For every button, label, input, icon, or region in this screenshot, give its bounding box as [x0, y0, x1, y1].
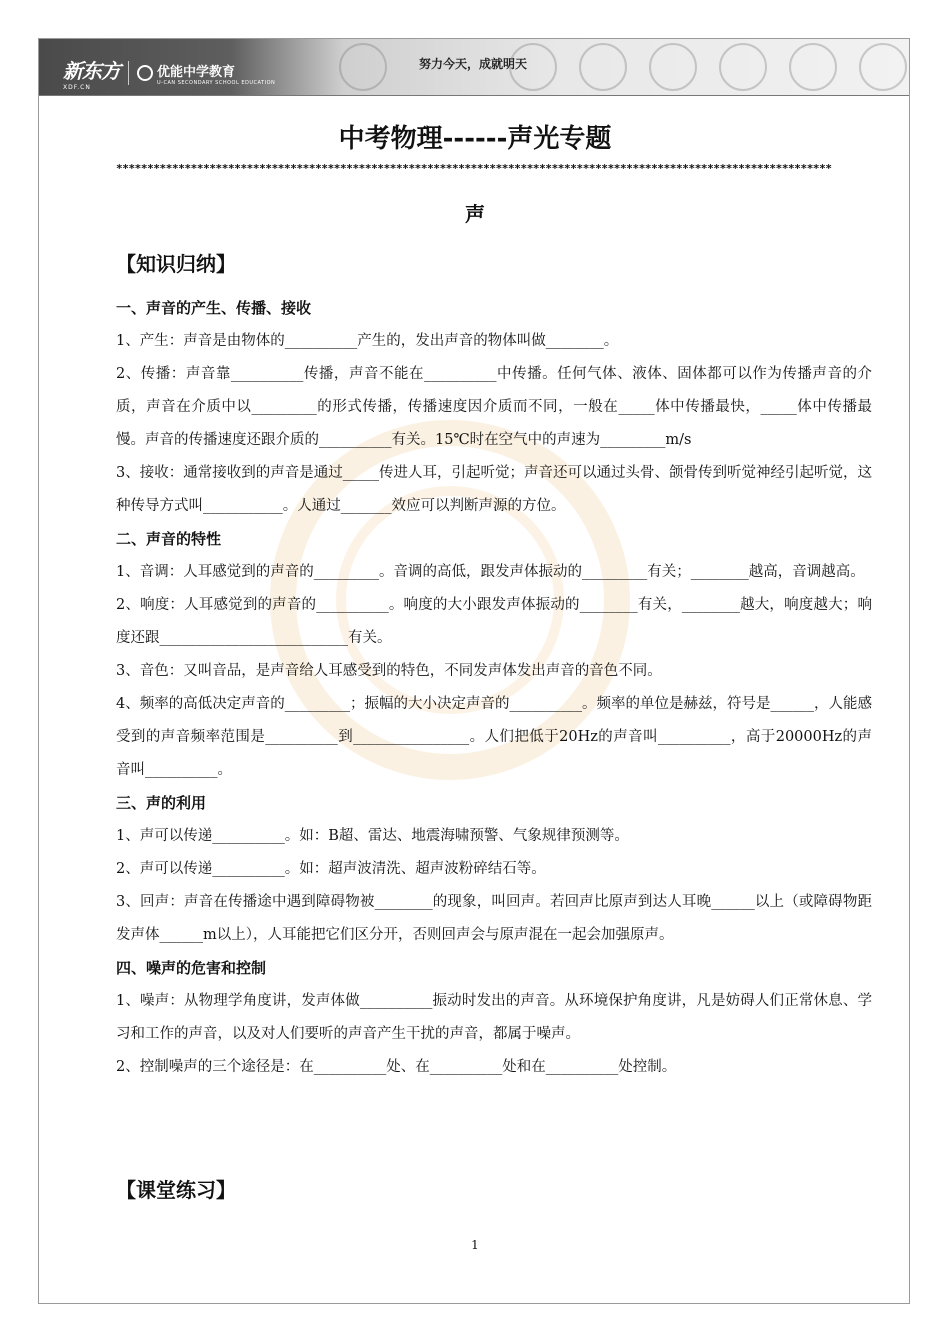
section-2 [116, 523, 872, 787]
header-decoration [859, 43, 907, 91]
logo-divider [128, 61, 129, 85]
header-decoration [579, 43, 627, 91]
brand-name: 新东方 [63, 59, 120, 83]
paragraph: 2、传播：声音靠__________传播，声音不能在__________中传播。任何气体、液体、固体都可以作为传播声音的介质，声音在介质中以_________的形式传播，传播速度因介质而不同，一般在_____体中传播最快，_____体中传播最慢。声音的传播速度还跟介质的__________有关。15℃时在空气中的声速为_________m/s [116, 366, 872, 448]
practice-heading: 【课堂练习】 [116, 1178, 236, 1202]
section-title: 声 [465, 202, 485, 226]
school-name: 优能中学教育 [157, 64, 236, 80]
section-3 [116, 787, 872, 952]
section-heading: 二、声音的特性 [116, 530, 222, 548]
paragraph: 2、声可以传递__________。如：超声波清洗、超声波粉碎结石等。 [116, 861, 546, 877]
page-title: 中考物理------声光专题 [338, 124, 612, 154]
school-logo-icon [137, 65, 153, 81]
paragraph: 2、响度：人耳感觉到的声音的__________。响度的大小跟发声体振动的________有关，________越大，响度越大；响度还跟__________________________有关。 [116, 597, 872, 646]
knowledge-heading: 【知识归纳】 [116, 252, 236, 276]
header-decoration [649, 43, 697, 91]
section-4 [116, 952, 872, 1084]
page-number: 1 [471, 1238, 479, 1252]
brand-sub: XDF.CN [63, 84, 91, 91]
paragraph: 2、控制噪声的三个途径是：在__________处、在__________处和在__________处控制。 [116, 1059, 677, 1075]
content-body [116, 292, 872, 1084]
paragraph: 1、声可以传递__________。如：B超、雷达、地震海啸预警、气象规律预测等。 [116, 828, 629, 844]
section-heading: 三、声的利用 [116, 794, 207, 812]
header-decoration [719, 43, 767, 91]
paragraph: 3、音色：又叫音品，是声音给人耳感受到的特色，不同发声体发出声音的音色不同。 [116, 663, 662, 679]
section-heading: 四、噪声的危害和控制 [116, 959, 267, 977]
section-1 [116, 292, 872, 523]
header-slogan: 努力今天，成就明天 [419, 57, 528, 71]
brand-logo [63, 55, 275, 91]
school-name-en: U-CAN SECONDARY SCHOOL EDUCATION [157, 79, 276, 86]
section-heading: 一、声音的产生、传播、接收 [116, 299, 312, 317]
header-decoration [789, 43, 837, 91]
paragraph: 3、接收：通常接收到的声音是通过_____传进人耳，引起听觉；声音还可以通过头骨、颌骨传到听觉神经引起听觉，这种传导方式叫___________。人通过_______效应可以判断声源的方位。 [116, 465, 872, 514]
paragraph: 3、回声：声音在传播途中遇到障碍物被________的现象，叫回声。若回声比原声到达人耳晚______以上（或障碍物距发声体______m以上），人耳能把它们区分开，否则回声会与原声混在一起会加强原声。 [116, 894, 872, 943]
paragraph: 1、产生：声音是由物体的__________产生的，发出声音的物体叫做________。 [116, 333, 619, 349]
page-header [39, 39, 909, 96]
paragraph: 4、频率的高低决定声音的_________；振幅的大小决定声音的__________。频率的单位是赫兹，符号是______，人能感受到的声音频率范围是__________到________________。人们把低于20Hz的声音叫__________，高于20000Hz的声音叫__________。 [116, 696, 872, 778]
paragraph: 1、音调：人耳感觉到的声音的_________。音调的高低，跟发声体振动的_________有关；________越高，音调越高。 [116, 564, 865, 580]
star-separator: ******************************************************************************************************************* [116, 162, 832, 175]
header-decoration [339, 43, 387, 91]
paragraph: 1、噪声：从物理学角度讲，发声体做__________振动时发出的声音。从环境保护角度讲，凡是妨碍人们正常休息、学习和工作的声音，以及对人们要听的声音产生干扰的声音，都属于噪声。 [116, 993, 872, 1042]
